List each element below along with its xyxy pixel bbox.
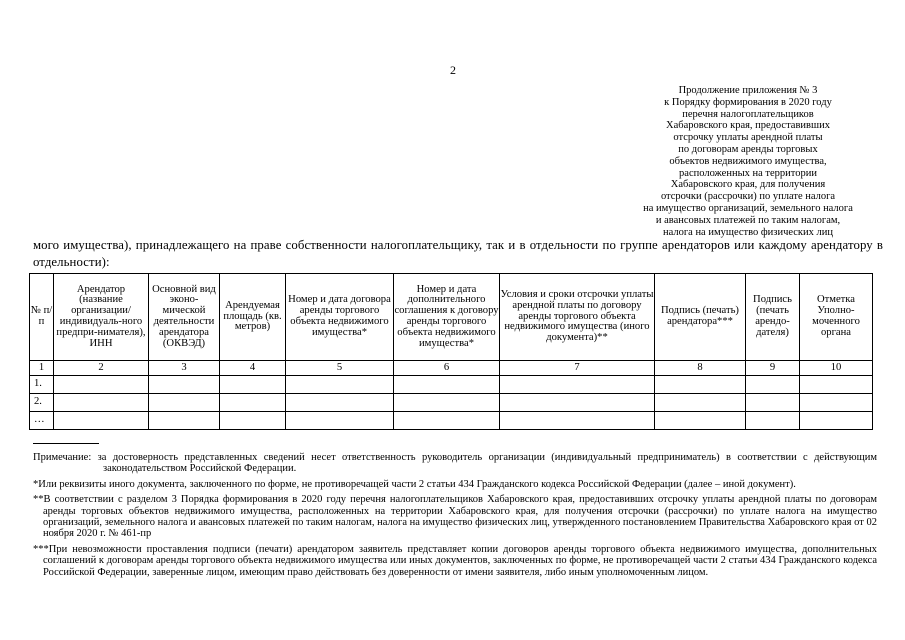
appendix-header-line: объектов недвижимого имущества, [669, 155, 827, 167]
table-cell [220, 376, 286, 394]
table-cell [500, 412, 655, 430]
column-number: 4 [220, 361, 286, 376]
column-header: Условия и сроки отсрочки уплаты арендной платы по договору аренды торгового объекта недвижимого имущества (иного документа)** [500, 274, 655, 361]
table-cell [220, 412, 286, 430]
table-cell [54, 412, 149, 430]
intro-text: мого имущества), принадлежащего на праве собственности налогоплательщику, так и в отдельности по группе арендаторов или каждому арендатору в отдельности): [33, 238, 883, 269]
table-cell [800, 394, 873, 412]
table-cell [149, 394, 220, 412]
column-number: 2 [54, 361, 149, 376]
note-label: Примечание: [33, 452, 92, 463]
page-number: 2 [450, 63, 456, 77]
table-cell [286, 376, 394, 394]
table-cell [655, 376, 746, 394]
table-cell [286, 394, 394, 412]
table-cell [286, 412, 394, 430]
table-cell [655, 412, 746, 430]
table-header-row [30, 274, 873, 361]
appendix-header-line: к Порядку формирования в 2020 году [664, 96, 832, 108]
appendix-header-line: на имущество организаций, земельного налога [643, 202, 853, 214]
footnote-3: ***При невозможности проставления подписи (печати) арендатором заявитель представляет копии договоров аренды торгового объекта недвижимого имущества, дополнительных соглашений к договорам аренды торгового объекта недвижимого имущества или иных документов, заключенных по форме, не противоречащей части 2 статьи 434 Гражданского кодекса Российской Федерации, заверенные лицом, имеющим право действовать без доверенности от имени заявителя, либо иным уполномоченным лицом. [33, 543, 877, 578]
column-header: Номер и дата договора аренды торгового объекта недвижимого имущества* [286, 274, 394, 361]
table-row [30, 412, 873, 430]
table-cell [394, 376, 500, 394]
table-cell [746, 394, 800, 412]
column-header: Подпись (печать) арендатора*** [655, 274, 746, 361]
column-number: 8 [655, 361, 746, 376]
column-header: № п/п [30, 274, 54, 361]
column-number: 1 [30, 361, 54, 376]
column-header: Арендуемая площадь (кв. метров) [220, 274, 286, 361]
appendix-header-line: по договорам аренды торговых [678, 143, 818, 155]
appendix-header [628, 85, 868, 238]
table-cell [500, 376, 655, 394]
column-header: Основной вид эконо-мической деятельности арендатора (ОКВЭД) [149, 274, 220, 361]
table-cell [800, 412, 873, 430]
table-cell [54, 394, 149, 412]
footnote-2: **В соответствии с разделом 3 Порядка формирования в 2020 году перечня налогоплательщиков Хабаровского края, предоставивших отсрочку уплаты арендной платы по договорам аренды торговых объектов недвижимого имущества, расположенных на территории Хабаровского края, для получения отсрочки (рассрочки) по уплате налога на имущество организаций, земельного налога и авансовых платежей по таким налогам, налога на имущество физических лиц, утвержденного постановлением Правительства Хабаровского края от 02 ноября 2020 г. № 461-пр [33, 494, 877, 540]
appendix-header-line: отсрочку уплаты арендной платы [673, 132, 823, 144]
appendix-header-line: Продолжение приложения № 3 [678, 85, 818, 96]
table-cell [54, 376, 149, 394]
appendix-header-line: отсрочки (рассрочки) по уплате налога [660, 191, 836, 203]
table-cell [746, 412, 800, 430]
column-number: 7 [500, 361, 655, 376]
table-cell [800, 376, 873, 394]
table-cell [746, 376, 800, 394]
table-cell: 2. [30, 394, 54, 412]
table-cell [394, 394, 500, 412]
note-text: за достоверность представленных сведений несет ответственность руководитель организации (индивидуальный предприниматель) в соответствии с действующим законодательством Российской Федерации. [97, 452, 877, 475]
footnote-1: *Или реквизиты иного документа, заключенного по форме, не противоречащей части 2 статьи 434 Гражданского кодекса Российской Федерации (далее – иной документ). [33, 478, 796, 490]
column-number: 5 [286, 361, 394, 376]
table-cell: … [30, 412, 54, 430]
appendix-header-line: Хабаровского края, для получения [670, 179, 826, 191]
footnote-divider [33, 443, 99, 444]
column-number-row [30, 361, 873, 376]
note [33, 452, 877, 475]
column-number: 6 [394, 361, 500, 376]
column-number: 3 [149, 361, 220, 376]
appendix-header-line: налога на имущество физических лиц [662, 226, 833, 238]
table-row [30, 394, 873, 412]
table-cell [149, 412, 220, 430]
tenants-table [29, 273, 873, 430]
table-cell [394, 412, 500, 430]
table-cell [655, 394, 746, 412]
table-cell [220, 394, 286, 412]
column-header: Подпись (печать арендо-дателя) [746, 274, 800, 361]
column-header: Отметка Уполно-моченного органа [800, 274, 873, 361]
table-cell [149, 376, 220, 394]
column-number: 9 [746, 361, 800, 376]
appendix-header-line: расположенных на территории [679, 167, 817, 179]
column-header: Арендатор (название организации/ индивидуаль-ного предпри-нимателя), ИНН [54, 274, 149, 361]
appendix-header-line: Хабаровского края, предоставивших [666, 120, 830, 132]
appendix-header-line: и авансовых платежей по таким налогам, [655, 214, 841, 226]
column-number: 10 [800, 361, 873, 376]
table-cell: 1. [30, 376, 54, 394]
table-cell [500, 394, 655, 412]
footnotes [33, 452, 877, 582]
column-header: Номер и дата дополнительного соглашения к договору аренды торгового объекта недвижимого имущества* [394, 274, 500, 361]
table-row [30, 376, 873, 394]
appendix-header-line: перечня налогоплательщиков [682, 108, 814, 120]
